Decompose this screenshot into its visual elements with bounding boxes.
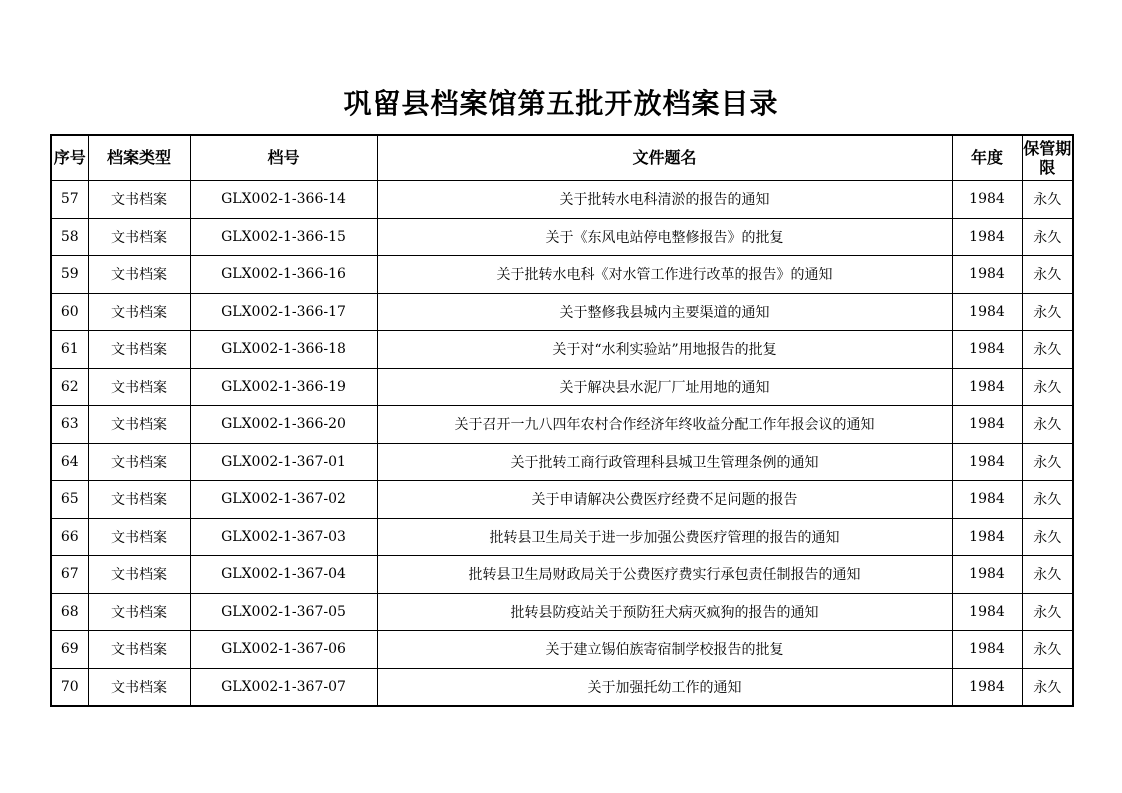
column-header-code: 档号 (190, 135, 377, 181)
cell-seq: 59 (51, 256, 88, 294)
cell-seq: 65 (51, 481, 88, 519)
cell-file-title: 批转县防疫站关于预防狂犬病灭疯狗的报告的通知 (377, 593, 952, 631)
cell-code: GLX002-1-367-01 (190, 443, 377, 481)
cell-code: GLX002-1-366-17 (190, 293, 377, 331)
cell-seq: 70 (51, 668, 88, 706)
column-header-type: 档案类型 (88, 135, 190, 181)
cell-file-title: 关于《东风电站停电整修报告》的批复 (377, 218, 952, 256)
cell-year: 1984 (952, 631, 1022, 669)
cell-year: 1984 (952, 331, 1022, 369)
cell-type: 文书档案 (88, 331, 190, 369)
cell-code: GLX002-1-366-20 (190, 406, 377, 444)
cell-seq: 60 (51, 293, 88, 331)
cell-code: GLX002-1-366-19 (190, 368, 377, 406)
cell-year: 1984 (952, 556, 1022, 594)
table-row (51, 256, 1073, 294)
cell-code: GLX002-1-366-16 (190, 256, 377, 294)
column-header-retention: 保管期限 (1022, 135, 1073, 181)
column-header-year: 年度 (952, 135, 1022, 181)
table-row (51, 293, 1073, 331)
cell-type: 文书档案 (88, 518, 190, 556)
cell-code: GLX002-1-367-03 (190, 518, 377, 556)
cell-year: 1984 (952, 668, 1022, 706)
cell-code: GLX002-1-367-07 (190, 668, 377, 706)
cell-year: 1984 (952, 443, 1022, 481)
table-row (51, 481, 1073, 519)
cell-file-title: 关于批转水电科清淤的报告的通知 (377, 181, 952, 219)
table-row (51, 406, 1073, 444)
cell-year: 1984 (952, 293, 1022, 331)
cell-year: 1984 (952, 518, 1022, 556)
cell-type: 文书档案 (88, 556, 190, 594)
cell-type: 文书档案 (88, 481, 190, 519)
cell-type: 文书档案 (88, 181, 190, 219)
cell-file-title: 关于对“水利实验站”用地报告的批复 (377, 331, 952, 369)
cell-type: 文书档案 (88, 218, 190, 256)
cell-seq: 64 (51, 443, 88, 481)
cell-code: GLX002-1-366-15 (190, 218, 377, 256)
table-row (51, 181, 1073, 219)
cell-code: GLX002-1-367-04 (190, 556, 377, 594)
cell-type: 文书档案 (88, 406, 190, 444)
cell-type: 文书档案 (88, 668, 190, 706)
cell-year: 1984 (952, 481, 1022, 519)
cell-seq: 61 (51, 331, 88, 369)
cell-type: 文书档案 (88, 293, 190, 331)
cell-file-title: 关于召开一九八四年农村合作经济年终收益分配工作年报会议的通知 (377, 406, 952, 444)
cell-retention: 永久 (1022, 368, 1073, 406)
cell-file-title: 关于整修我县城内主要渠道的通知 (377, 293, 952, 331)
page-title: 巩留县档案馆第五批开放档案目录 (343, 87, 779, 120)
table-row (51, 331, 1073, 369)
cell-seq: 58 (51, 218, 88, 256)
cell-year: 1984 (952, 256, 1022, 294)
table-row (51, 218, 1073, 256)
cell-file-title: 批转县卫生局财政局关于公费医疗费实行承包责任制报告的通知 (377, 556, 952, 594)
cell-retention: 永久 (1022, 668, 1073, 706)
cell-code: GLX002-1-367-05 (190, 593, 377, 631)
cell-code: GLX002-1-367-02 (190, 481, 377, 519)
table-row (51, 593, 1073, 631)
cell-file-title: 关于解决县水泥厂厂址用地的通知 (377, 368, 952, 406)
cell-retention: 永久 (1022, 481, 1073, 519)
cell-retention: 永久 (1022, 293, 1073, 331)
cell-retention: 永久 (1022, 406, 1073, 444)
cell-seq: 69 (51, 631, 88, 669)
archive-catalog-table (50, 134, 1074, 707)
cell-retention: 永久 (1022, 181, 1073, 219)
cell-year: 1984 (952, 218, 1022, 256)
cell-code: GLX002-1-367-06 (190, 631, 377, 669)
cell-year: 1984 (952, 406, 1022, 444)
cell-file-title: 关于建立锡伯族寄宿制学校报告的批复 (377, 631, 952, 669)
table-row (51, 368, 1073, 406)
table-row (51, 556, 1073, 594)
table-row (51, 631, 1073, 669)
table-row (51, 668, 1073, 706)
cell-year: 1984 (952, 181, 1022, 219)
table-row (51, 443, 1073, 481)
cell-seq: 68 (51, 593, 88, 631)
cell-file-title: 批转县卫生局关于进一步加强公费医疗管理的报告的通知 (377, 518, 952, 556)
cell-retention: 永久 (1022, 443, 1073, 481)
cell-seq: 66 (51, 518, 88, 556)
cell-seq: 63 (51, 406, 88, 444)
cell-code: GLX002-1-366-18 (190, 331, 377, 369)
cell-retention: 永久 (1022, 518, 1073, 556)
cell-type: 文书档案 (88, 443, 190, 481)
cell-type: 文书档案 (88, 593, 190, 631)
cell-seq: 57 (51, 181, 88, 219)
cell-year: 1984 (952, 593, 1022, 631)
cell-code: GLX002-1-366-14 (190, 181, 377, 219)
cell-type: 文书档案 (88, 368, 190, 406)
cell-seq: 62 (51, 368, 88, 406)
table-header-row (51, 135, 1073, 181)
cell-file-title: 关于加强托幼工作的通知 (377, 668, 952, 706)
column-header-seq: 序号 (51, 135, 88, 181)
cell-type: 文书档案 (88, 631, 190, 669)
cell-retention: 永久 (1022, 218, 1073, 256)
cell-file-title: 关于申请解决公费医疗经费不足问题的报告 (377, 481, 952, 519)
table-body (51, 181, 1073, 707)
table-row (51, 518, 1073, 556)
cell-retention: 永久 (1022, 256, 1073, 294)
cell-retention: 永久 (1022, 556, 1073, 594)
cell-retention: 永久 (1022, 331, 1073, 369)
cell-file-title: 关于批转工商行政管理科县城卫生管理条例的通知 (377, 443, 952, 481)
column-header-file-title: 文件题名 (377, 135, 952, 181)
cell-retention: 永久 (1022, 631, 1073, 669)
cell-file-title: 关于批转水电科《对水管工作进行改革的报告》的通知 (377, 256, 952, 294)
cell-seq: 67 (51, 556, 88, 594)
cell-retention: 永久 (1022, 593, 1073, 631)
cell-type: 文书档案 (88, 256, 190, 294)
cell-year: 1984 (952, 368, 1022, 406)
